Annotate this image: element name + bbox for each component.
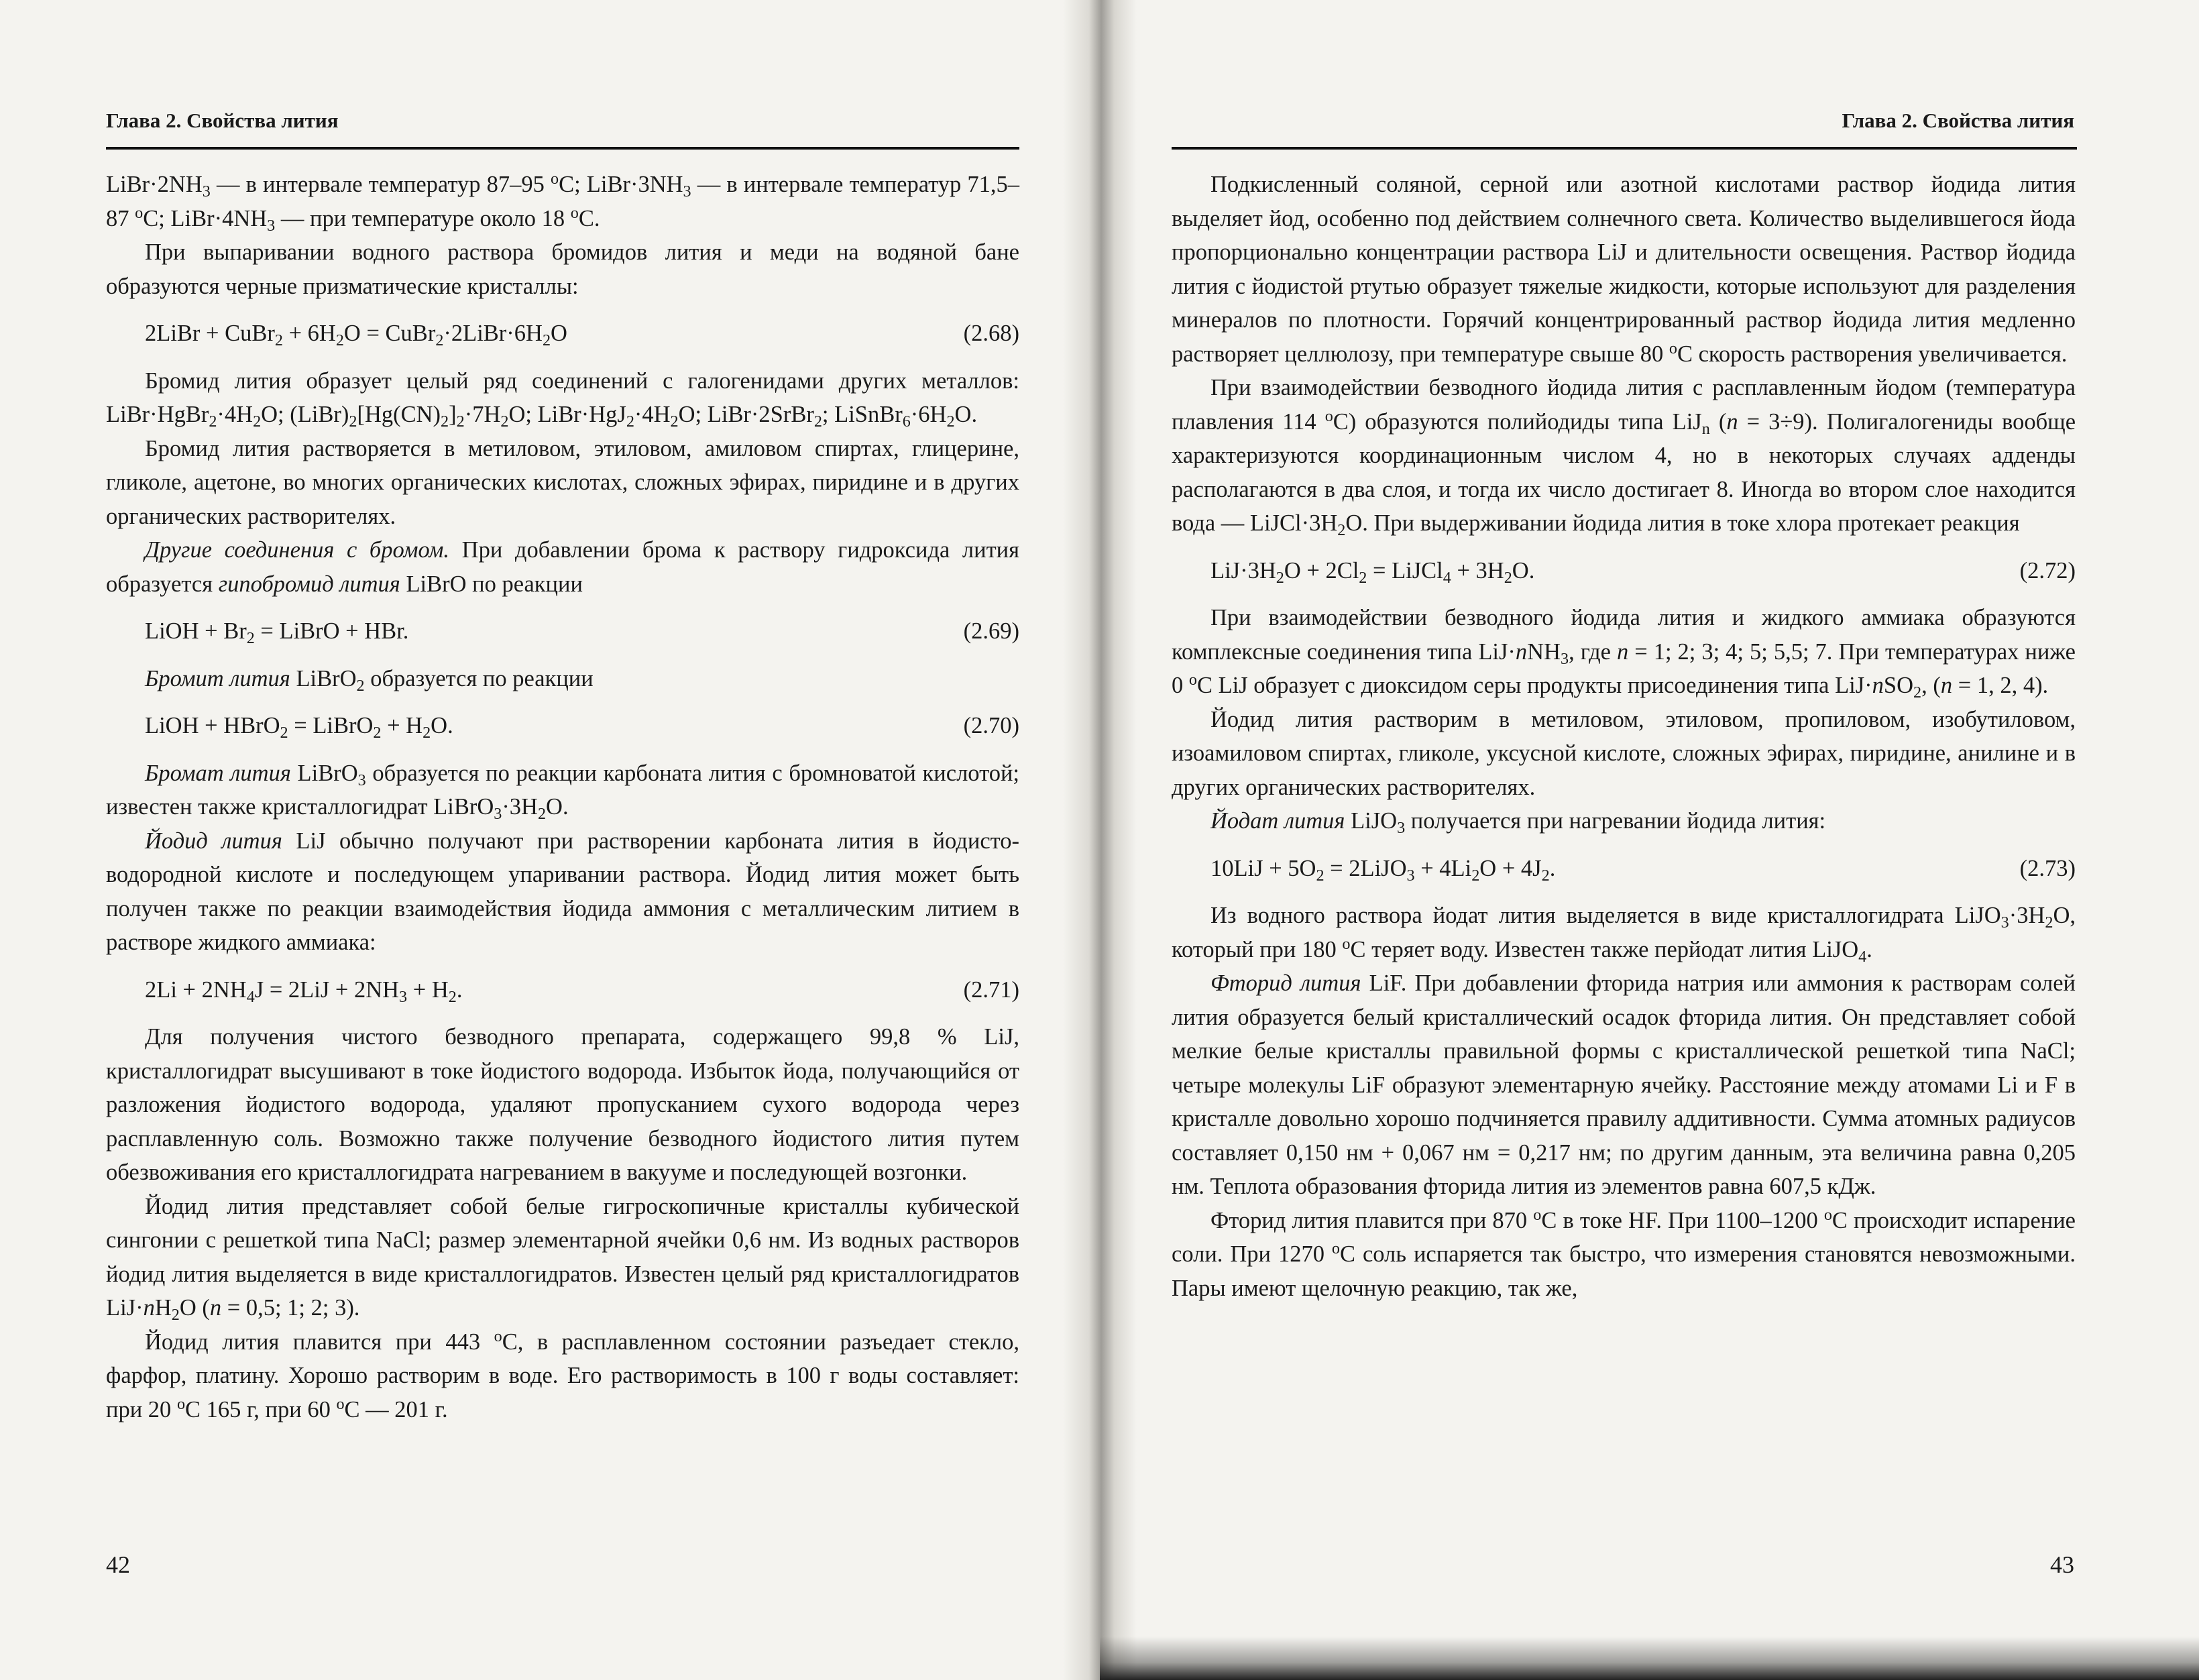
equation-number: (2.70)	[963, 713, 1019, 738]
paragraph: Бромид лития растворяется в метиловом, этиловом, амиловом спиртах, глицерине, гликоле, ацетоне, во многих органических кислотах, сложных эфирах, пиридине и в других органических растворителях.	[106, 435, 1019, 529]
paragraph: Бромид лития образует целый ряд соединений с галогенидами других металлов: $LiBr\cdot HgBr_2\cdot 4H_2O$; $(LiBr)_2[Hg(CN)_2]_2\cdot 7H_2O$; $LiBr\cdot HgJ_2\cdot 4H_2O$; LiBr·2SrBr$_2$; $LiSnBr_6\cdot 6H_2O$.	[106, 368, 1019, 431]
equation-number: (2.73)	[2019, 855, 2076, 881]
right-page	[1137, 0, 2199, 1680]
paragraph: Бромат лития LiBrO$_3$ образуется по реакции карбоната лития с бромноватой кислотой; известен также кристаллогидрат $LiBrO_3\cdot 3H_2O$.	[106, 760, 1019, 824]
paragraph: Йодид лития представляет собой белые гигроскопичные кристаллы кубической сингонии с решеткой типа NaCl; размер элементарной ячейки 0,6 нм. Из водных растворов йодид лития выделяется в виде кристаллогидратов. Известен целый ряд кристаллогидратов $LiJ\cdot nH_2O$ (n = 0,5; 1; 2; 3).	[106, 1193, 1019, 1325]
paragraph: Фторид лития плавится при 870 $^o$C в токе HF. При 1100–1200 $^o$C происходит испарение соли. При 1270 $^o$C соль испаряется так быстро, что измерения становятся невозможными. Пары имеют щелочную реакцию, так же,	[1172, 1205, 2076, 1301]
paragraph: При взаимодействии безводного йодида лития с расплавленным йодом (температура плавления 114 $^o$C) образуются полийодиды типа LiJ$_n$ (n = 3÷9). Полигалогениды вообще характеризуются координационным числом 4, но в некоторых случаях адденды располагаются в два слоя, и тогда их число достигает 8. Иногда во втором слое находится вода — $LiJCl\cdot 3H_2O$. При выдерживании йодида лития в токе хлора протекает реакция	[1172, 375, 2076, 540]
paragraph: При взаимодействии безводного йодида лития и жидкого аммиака образуются комплексные соединения типа LiJ·nNH$_3$, где n = 1; 2; 3; 4; 5; 5,5; 7. При температурах ниже 0 $^o$C LiJ образует с диоксидом серы продукты присоединения типа LiJ·nSO$_2$, (n = 1, 2, 4).	[1172, 605, 2076, 702]
page-body	[106, 168, 1019, 1426]
paragraph: Йодид лития плавится при 443 $^o$C, в расплавленном состоянии разъедает стекло, фарфор, платину. Хорошо растворим в воде. Его растворимость в 100 г воды составляет: при 20 $^o$C 165 г, при 60 $^o$C — 201 г.	[106, 1327, 1019, 1422]
paragraph: Фторид лития LiF. При добавлении фторида натрия или аммония к растворам солей лития образуется белый кристаллический осадок фторида лития. Он представляет собой мелкие белые кристаллы правильной формы с кристаллической решеткой типа NaCl; четыре молекулы LiF образуют элементарную ячейку. Расстояние между атомами Li и F в кристалле довольно хорошо подчиняется правилу аддитивности. Сумма атомных радиусов составляет 0,150 нм + 0,067 нм = 0,217 нм; по другим данным, эта величина равна 0,205 нм. Теплота образования фторида лития из элементов равна 607,5 кДж.	[1172, 970, 2076, 1199]
equation-number: (2.68)	[963, 321, 1019, 346]
page-number: 43	[2050, 1551, 2074, 1578]
paragraph: Йодид лития растворим в метиловом, этиловом, пропиловом, изобутиловом, изоамиловом спиртах, гликоле, уксусной кислоте, сложных эфирах, пиридине, анилине и в других органических растворителях.	[1172, 706, 2076, 800]
paragraph: Подкисленный соляной, серной или азотной кислотами раствор йодида лития выделяет йод, особенно под действием солнечного света. Количество выделившегося йода пропорционально концентрации раствора LiJ и длительности освещения. Раствор йодида лития с йодистой ртутью образует тяжелые жидкости, которые используют для разделения минералов по плотности. Горячий концентрированный раствор йодида лития медленно растворяет целлюлозу, при температуре свыше 80 $^o$C скорость растворения увеличивается.	[1172, 172, 2076, 367]
paragraph: Для получения чистого безводного препарата, содержащего 99,8 % LiJ, кристаллогидрат высушивают в токе йодистого водорода. Избыток йода, получающийся от разложения йодистого водорода, удаляют пропусканием сухого водорода через расплавленную соль. Возможно также получение безводного йодистого лития путем обезвоживания его кристаллогидрата нагреванием в вакууме и последующей возгонки.	[106, 1024, 1019, 1185]
page-body	[1172, 168, 2076, 1305]
left-page	[0, 0, 1063, 1680]
running-head: Глава 2. Свойства лития	[1842, 109, 2074, 132]
paragraph: Другие соединения с бромом. При добавлении брома к раствору гидроксида лития образуется гипобромид лития LiBrO по реакции	[106, 537, 1020, 597]
paragraph: Йодат лития LiJO$_3$ получается при нагревании йодида лития:	[1210, 808, 1826, 838]
equation-2-71: $2Li + 2NH_4J = 2LiJ + 2NH_3 + H_2$. (2.71)	[106, 973, 1019, 1007]
equation-2-68: 2LiBr + CuBr$_2$ + $6H_2O$ = $CuBr_2\cdot 2LiBr\cdot 6H_2O$ (2.68)	[106, 317, 1019, 351]
equation-number: (2.71)	[963, 976, 1019, 1003]
paragraph: Йодид лития LiJ обычно получают при растворении карбоната лития в йодисто-водородной кислоте и последующем упаривании раствора. Йодид лития может быть получен также по реакции взаимодействия йодида аммония с металлическим литием в растворе жидкого аммиака:	[106, 828, 1020, 955]
equation-2-69: LiOH + $Br_2$ = LiBrO + HBr. (2.69)	[106, 614, 1019, 649]
page-number: 42	[106, 1551, 130, 1578]
header-rule	[106, 147, 1019, 150]
equation-number: (2.72)	[2019, 557, 2076, 583]
equation-2-70: LiOH + HBrO$_2$ = LiBrO$_2$ + $H_2O$. (2.70)	[106, 709, 1019, 743]
equation-2-73: $10LiJ + 5O_2$ = 2LiJO$_3$ + $4Li_2O + 4J_2$. (2.73)	[1172, 852, 2076, 886]
paragraph: При выпаривании водного раствора бромидов лития и меди на водяной бане образуются черные призматические кристаллы:	[106, 239, 1019, 299]
book-gutter	[1063, 0, 1137, 1680]
equation-number: (2.69)	[963, 618, 1019, 644]
paragraph: Бромит лития LiBrO$_2$ образуется по реакции	[145, 665, 594, 695]
header-rule	[1172, 147, 2077, 150]
equation-2-72: $LiJ\cdot 3H_2O + 2Cl_2$ = LiJCl$_4$ + $3H_2O$. (2.72)	[1172, 554, 2076, 588]
paragraph: Из водного раствора йодат лития выделяется в виде кристаллогидрата $LiJO_3\cdot 3H_2O$, который при 180 $^o$C теряет воду. Известен также перйодат лития LiJO$_4$.	[1172, 903, 2076, 966]
paragraph: $LiBr\cdot 2NH_3$ — в интервале температур 87–95 $^o$C; $LiBr\cdot 3NH_3$ — в интервале температур 71,5–87 $^o$C; $LiBr\cdot 4NH_3$ — при температуре около 18 $^o$C.	[106, 169, 1020, 235]
running-head: Глава 2. Свойства лития	[106, 109, 339, 132]
